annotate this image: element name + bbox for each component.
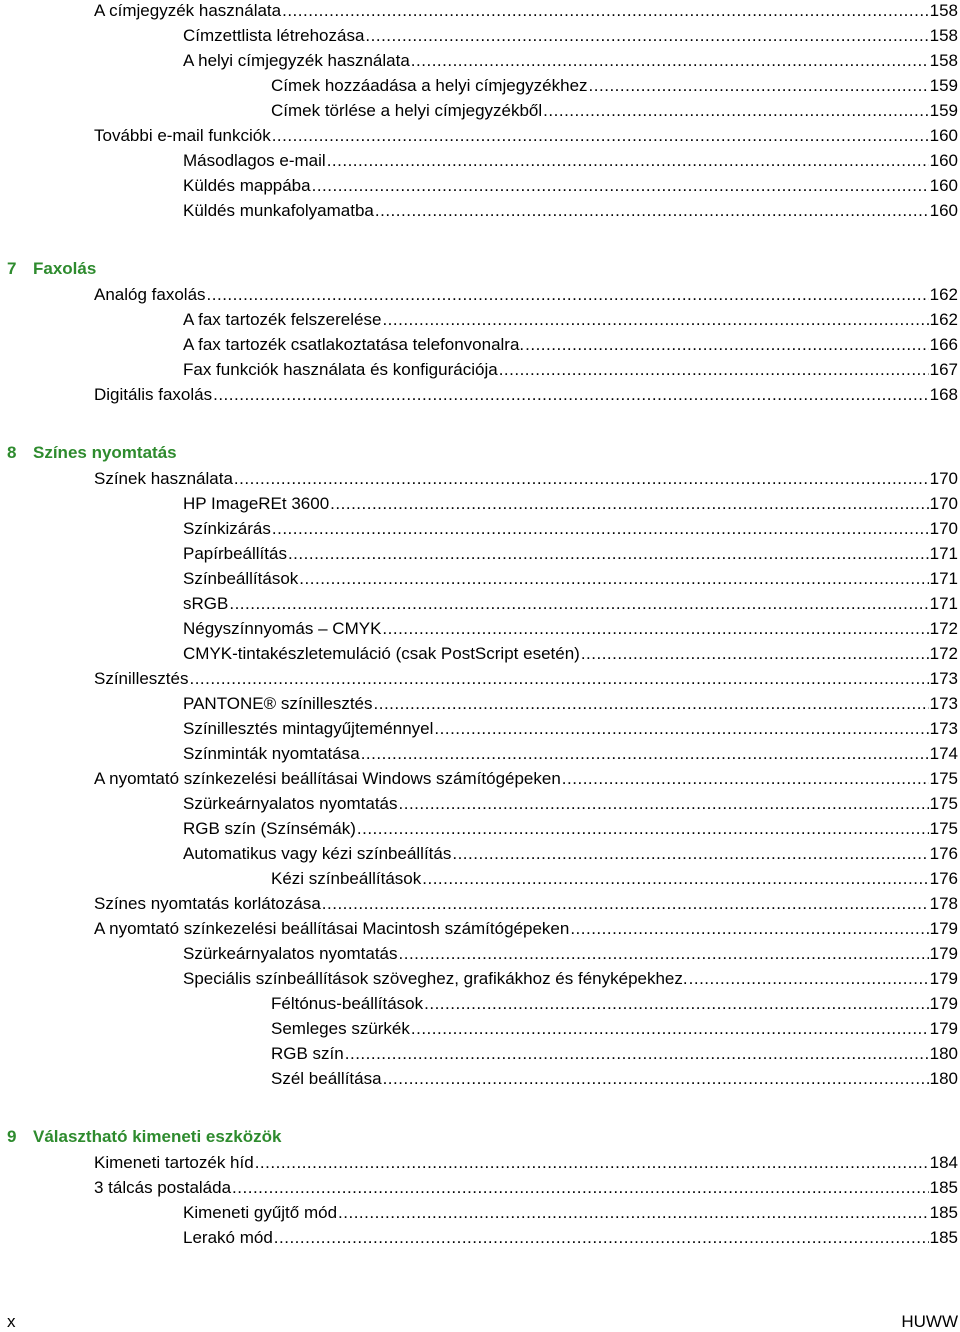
- entry-title: A címjegyzék használata: [94, 1, 282, 20]
- dot-leader: [399, 941, 929, 966]
- dot-leader: [189, 666, 928, 691]
- page-number: 171: [929, 544, 958, 563]
- entry-title: Színminták nyomtatása: [183, 744, 360, 763]
- page-number: 170: [929, 469, 958, 488]
- entry-title: Analóg faxolás: [94, 285, 206, 304]
- entry-title: HP ImageREt 3600: [183, 494, 330, 513]
- toc-entry[interactable]: [183, 716, 958, 741]
- entry-title: Féltónus-beállítások: [271, 994, 424, 1013]
- dot-leader: [365, 23, 928, 48]
- page-number: 160: [929, 151, 958, 170]
- page-number: 175: [929, 769, 958, 788]
- dot-leader: [411, 48, 929, 73]
- entry-title: Színek használata: [94, 469, 233, 488]
- entry-title: Küldés munkafolyamatba: [183, 201, 374, 220]
- dot-leader: [399, 791, 929, 816]
- entry-title: A nyomtató színkezelési beállításai Macintosh számítógépeken: [94, 919, 570, 938]
- dot-leader: [288, 541, 929, 566]
- dot-leader: [382, 307, 928, 332]
- chapter-title: Faxolás: [33, 259, 97, 278]
- toc-entry[interactable]: [271, 1041, 958, 1066]
- entry-title: Kézi színbeállítások: [271, 869, 422, 888]
- dot-leader: [345, 1041, 929, 1066]
- page-number: 162: [929, 310, 958, 329]
- toc-entry[interactable]: [94, 916, 958, 941]
- dot-leader: [207, 282, 929, 307]
- toc-entry[interactable]: [183, 566, 958, 591]
- entry-title: A fax tartozék felszerelése: [183, 310, 382, 329]
- dot-leader: [382, 616, 928, 641]
- entry-title: Másodlagos e-mail: [183, 151, 326, 170]
- entry-title: Címzettlista létrehozása: [183, 26, 365, 45]
- dot-leader: [689, 966, 929, 991]
- page-number: 175: [929, 794, 958, 813]
- page-number: 162: [929, 285, 958, 304]
- dot-leader: [327, 148, 929, 173]
- toc-entry[interactable]: [183, 491, 958, 516]
- toc-entry[interactable]: [94, 0, 958, 23]
- entry-title: Szél beállítása: [271, 1069, 382, 1088]
- page-number: 179: [929, 969, 958, 988]
- entry-title: Kimeneti gyűjtő mód: [183, 1203, 338, 1222]
- page-number: 158: [929, 1, 958, 20]
- toc-entry[interactable]: [183, 332, 958, 357]
- dot-leader: [374, 691, 929, 716]
- toc-entry[interactable]: [94, 382, 958, 407]
- entry-title: További e-mail funkciók: [94, 126, 271, 145]
- entry-title: 3 tálcás postaláda: [94, 1178, 232, 1197]
- dot-leader: [272, 123, 929, 148]
- entry-title: Papírbeállítás: [183, 544, 287, 563]
- page-number: 173: [929, 669, 958, 688]
- footer-page-label: x: [7, 1312, 16, 1331]
- dot-leader: [338, 1200, 929, 1225]
- dot-leader: [361, 741, 929, 766]
- page-number: 180: [929, 1069, 958, 1088]
- toc-entry[interactable]: [183, 691, 958, 716]
- entry-title: Színkizárás: [183, 519, 271, 538]
- entry-title: sRGB: [183, 594, 229, 613]
- dot-leader: [424, 991, 928, 1016]
- page-number: 159: [929, 101, 958, 120]
- entry-title: Automatikus vagy kézi színbeállítás: [183, 844, 452, 863]
- toc-entry[interactable]: [183, 23, 958, 48]
- dot-leader: [229, 591, 928, 616]
- page-number: 172: [929, 644, 958, 663]
- dot-leader: [357, 816, 929, 841]
- dot-leader: [589, 73, 929, 98]
- page-number: 179: [929, 944, 958, 963]
- toc-entry[interactable]: [94, 1175, 958, 1200]
- entry-title: A nyomtató színkezelési beállításai Windows számítógépeken: [94, 769, 561, 788]
- toc-entry[interactable]: [271, 1016, 958, 1041]
- dot-leader: [383, 1066, 929, 1091]
- page-number: 160: [929, 126, 958, 145]
- toc-entry[interactable]: [183, 641, 958, 666]
- page-number: 176: [929, 869, 958, 888]
- chapter-number: 7: [7, 259, 17, 278]
- dot-leader: [581, 641, 929, 666]
- toc-entry[interactable]: [94, 666, 958, 691]
- dot-leader: [543, 98, 928, 123]
- page-number: 179: [929, 1019, 958, 1038]
- toc-entry[interactable]: [183, 941, 958, 966]
- dot-leader: [452, 841, 928, 866]
- toc-entry[interactable]: [271, 866, 958, 891]
- chapter-number: 9: [7, 1127, 17, 1146]
- entry-title: Színbeállítások: [183, 569, 299, 588]
- chapter-heading[interactable]: [7, 1125, 281, 1149]
- page-number: 179: [929, 919, 958, 938]
- dot-leader: [282, 0, 929, 23]
- toc-entry[interactable]: [183, 841, 958, 866]
- page-number: 160: [929, 176, 958, 195]
- entry-title: Semleges szürkék: [271, 1019, 410, 1038]
- entry-title: RGB szín (Színsémák): [183, 819, 356, 838]
- toc-entry[interactable]: [183, 1200, 958, 1225]
- toc-entry[interactable]: [183, 591, 958, 616]
- toc-entry[interactable]: [183, 1225, 958, 1250]
- dot-leader: [562, 766, 929, 791]
- page-number: 158: [929, 26, 958, 45]
- toc-entry[interactable]: [183, 148, 958, 173]
- dot-leader: [232, 1175, 929, 1200]
- toc-entry[interactable]: [94, 282, 958, 307]
- toc-entry[interactable]: [183, 48, 958, 73]
- dot-leader: [499, 357, 929, 382]
- entry-title: Négyszínnyomás – CMYK: [183, 619, 382, 638]
- entry-title: Küldés mappába: [183, 176, 311, 195]
- dot-leader: [434, 716, 928, 741]
- dot-leader: [272, 516, 929, 541]
- toc-entry[interactable]: [183, 541, 958, 566]
- page-number: 171: [929, 569, 958, 588]
- toc-entry[interactable]: [94, 766, 958, 791]
- dot-leader: [411, 1016, 929, 1041]
- page-number: 173: [929, 719, 958, 738]
- entry-title: Címek törlése a helyi címjegyzékből: [271, 101, 543, 120]
- footer-brand: HUWW: [901, 1312, 958, 1331]
- toc-entry[interactable]: [271, 1066, 958, 1091]
- page-number: 170: [929, 519, 958, 538]
- dot-leader: [213, 382, 929, 407]
- toc-entry[interactable]: [183, 516, 958, 541]
- entry-title: A helyi címjegyzék használata: [183, 51, 410, 70]
- entry-title: Lerakó mód: [183, 1228, 273, 1247]
- dot-leader: [234, 466, 929, 491]
- toc-entry[interactable]: [94, 466, 958, 491]
- page-number: 170: [929, 494, 958, 513]
- entry-title: Címek hozzáadása a helyi címjegyzékhez: [271, 76, 588, 95]
- entry-title: Szürkeárnyalatos nyomtatás: [183, 794, 398, 813]
- dot-leader: [570, 916, 928, 941]
- entry-title: Szürkeárnyalatos nyomtatás: [183, 944, 398, 963]
- dot-leader: [322, 891, 929, 916]
- page-number: 166: [929, 335, 958, 354]
- page-number: 158: [929, 51, 958, 70]
- toc-entry[interactable]: [271, 98, 958, 123]
- toc-entry[interactable]: [183, 357, 958, 382]
- chapter-number: 8: [7, 443, 17, 462]
- entry-title: Színillesztés mintagyűjteménnyel: [183, 719, 434, 738]
- page-number: 173: [929, 694, 958, 713]
- toc-entry[interactable]: [183, 173, 958, 198]
- toc-entry[interactable]: [183, 791, 958, 816]
- dot-leader: [375, 198, 929, 223]
- page-number: 172: [929, 619, 958, 638]
- entry-title: A fax tartozék csatlakoztatása telefonvonalra.: [183, 335, 525, 354]
- toc-entry[interactable]: [183, 198, 958, 223]
- page-number: 185: [929, 1228, 958, 1247]
- toc-entry[interactable]: [183, 741, 958, 766]
- entry-title: Fax funkciók használata és konfigurációja: [183, 360, 498, 379]
- page-number: 185: [929, 1203, 958, 1222]
- page-number: 160: [929, 201, 958, 220]
- page-number: 168: [929, 385, 958, 404]
- toc-entry[interactable]: [94, 1150, 958, 1175]
- chapter-heading[interactable]: [7, 257, 96, 281]
- page-number: 184: [929, 1153, 958, 1172]
- entry-title: Színillesztés: [94, 669, 189, 688]
- toc-entry[interactable]: [183, 616, 958, 641]
- toc-entry[interactable]: [94, 123, 958, 148]
- chapter-title: Színes nyomtatás: [33, 443, 177, 462]
- dot-leader: [255, 1150, 929, 1175]
- page-number: 167: [929, 360, 958, 379]
- dot-leader: [274, 1225, 929, 1250]
- entry-title: Kimeneti tartozék híd: [94, 1153, 254, 1172]
- dot-leader: [525, 332, 928, 357]
- toc-entry[interactable]: [271, 73, 958, 98]
- entry-title: Digitális faxolás: [94, 385, 213, 404]
- page-number: 171: [929, 594, 958, 613]
- page-number: 180: [929, 1044, 958, 1063]
- entry-title: Speciális színbeállítások szöveghez, grafikákhoz és fényképekhez.: [183, 969, 688, 988]
- toc-entry[interactable]: [94, 891, 958, 916]
- toc-entry[interactable]: [183, 816, 958, 841]
- dot-leader: [312, 173, 929, 198]
- entry-title: Színes nyomtatás korlátozása: [94, 894, 321, 913]
- dot-leader: [330, 491, 928, 516]
- page-number: 174: [929, 744, 958, 763]
- entry-title: PANTONE® színillesztés: [183, 694, 373, 713]
- page-number: 176: [929, 844, 958, 863]
- entry-title: RGB szín: [271, 1044, 344, 1063]
- toc-entry[interactable]: [183, 966, 958, 991]
- entry-title: CMYK-tintakészletemuláció (csak PostScript esetén): [183, 644, 580, 663]
- page-number: 185: [929, 1178, 958, 1197]
- page-number: 178: [929, 894, 958, 913]
- page-number: 179: [929, 994, 958, 1013]
- toc-entry[interactable]: [183, 307, 958, 332]
- toc-entry[interactable]: [271, 991, 958, 1016]
- dot-leader: [299, 566, 928, 591]
- page-number: 159: [929, 76, 958, 95]
- chapter-heading[interactable]: [7, 441, 177, 465]
- chapter-title: Választható kimeneti eszközök: [33, 1127, 282, 1146]
- dot-leader: [422, 866, 928, 891]
- page-number: 175: [929, 819, 958, 838]
